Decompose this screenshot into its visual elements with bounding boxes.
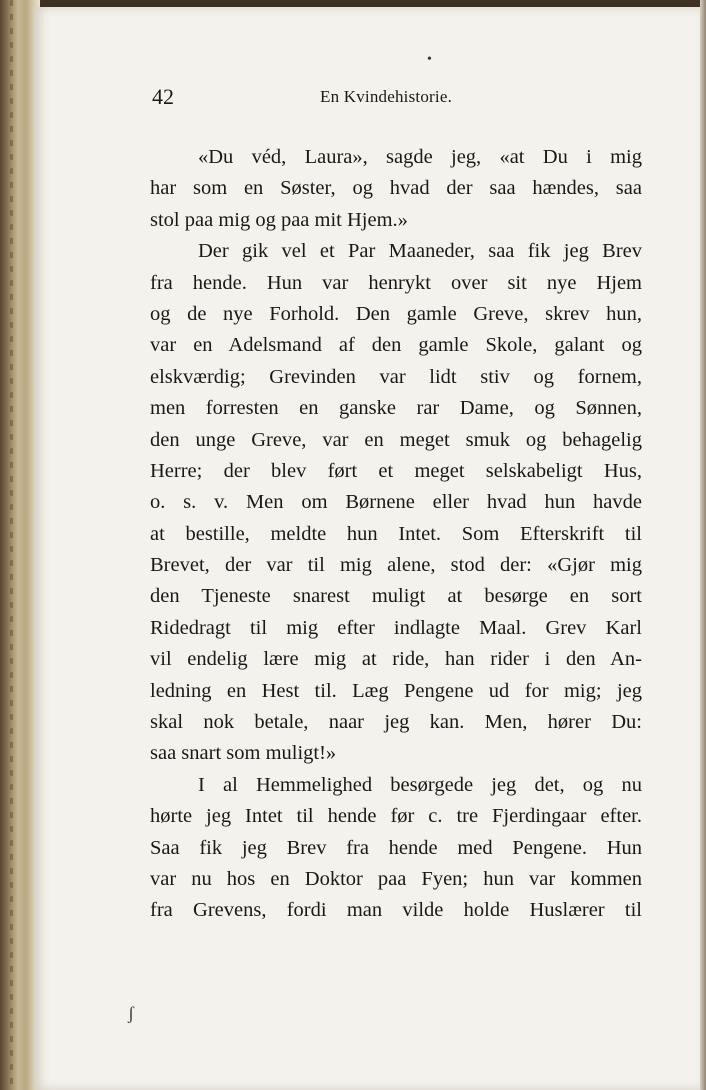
text-line: stol paa mig og paa mit Hjem.» [150,208,408,231]
text-line: ledning en Hest til. Læg Pengene ud for mig; jeg [150,679,642,702]
text-line: var en Adelsmand af den gamle Skole, galant og [150,334,642,357]
text-line: hørte jeg Intet til hende før c. tre Fjerdingaar efter. [150,805,642,828]
right-page-edge [700,0,706,1090]
text-line: fra Grevens, fordi man vilde holde Huslærer til [150,899,642,922]
text-line: den Tjeneste snarest muligt at besørge en sort [150,585,642,608]
ink-dot-mark: • [427,52,432,67]
page-header [152,84,642,114]
text-line: Herre; der blev ført et meget selskabeligt Hus, [150,459,642,482]
text-line: Der gik vel et Par Maaneder, saa fik jeg Brev [198,240,642,263]
text-line: Brevet, der var til mig alene, stod der: «Gjør mig [150,554,642,577]
text-line: Ridedragt til mig efter indlagte Maal. Grev Karl [150,616,642,639]
body-text [150,142,642,927]
text-line: saa snart som muligt!» [150,742,337,765]
text-line: o. s. v. Men om Børnene eller hvad hun havde [150,491,642,514]
text-line: I al Hemmelighed besørgede jeg det, og nu [198,773,642,796]
text-line: at bestille, meldte hun Intet. Som Efterskrift til [150,522,642,545]
running-title: En Kvindehistorie. [320,87,453,106]
page-number: 42 [152,84,174,109]
text-line: vil endelig lære mig at ride, han rider i den An- [150,648,642,671]
ink-smudge-mark: ʃ [128,1003,134,1023]
text-line: men forresten en ganske rar Dame, og Sønnen, [150,397,642,420]
text-line: fra hende. Hun var henrykt over sit nye Hjem [150,271,642,294]
text-line: elskværdig; Grevinden var lidt stiv og fornem, [150,365,642,388]
text-line: Saa fik jeg Brev fra hende med Pengene. Hun [150,836,642,859]
text-line: var nu hos en Doktor paa Fyen; hun var kommen [150,867,642,890]
text-line: den unge Greve, var en meget smuk og behagelig [150,428,642,451]
text-line: og de nye Forhold. Den gamle Greve, skrev hun, [150,302,642,325]
text-line: «Du véd, Laura», sagde jeg, «at Du i mig [198,146,642,168]
text-line: har som en Søster, og hvad der saa hændes, saa [150,177,642,200]
text-line: skal nok betale, naar jeg kan. Men, hører Du: [150,711,642,734]
